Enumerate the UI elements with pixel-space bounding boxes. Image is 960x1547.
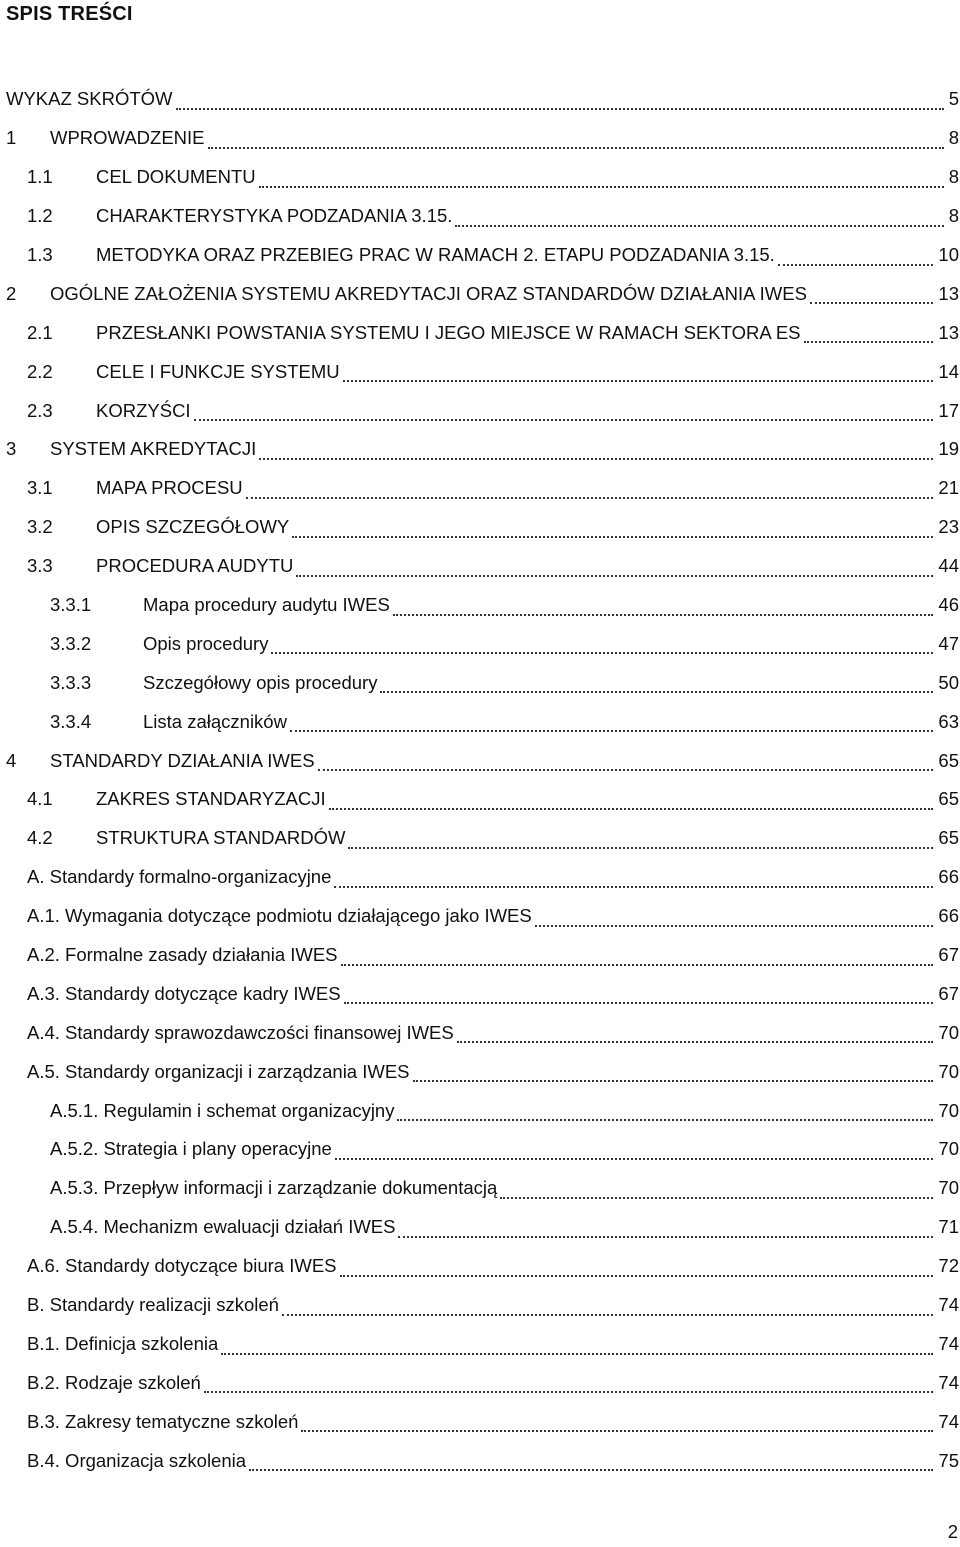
toc-entry-number: 3 [6, 438, 17, 460]
dot-leader [457, 1041, 933, 1043]
dot-leader [194, 419, 933, 421]
toc-entry-label: B.2. Rodzaje szkoleń [27, 1371, 201, 1393]
dot-leader [221, 1353, 933, 1355]
dot-leader [176, 108, 944, 110]
toc-entry[interactable] [0, 236, 960, 275]
toc-entry-page: 65 [938, 749, 959, 771]
toc-entry-label: B.3. Zakresy tematyczne szkoleń [27, 1410, 299, 1432]
toc-entry-number: 3.3.1 [50, 594, 92, 616]
toc-entry-page: 70 [938, 1138, 959, 1160]
toc-entry-page: 66 [938, 866, 959, 888]
table-of-contents [0, 80, 960, 1480]
toc-entry[interactable] [0, 1208, 960, 1247]
toc-entry-label: A.5. Standardy organizacji i zarządzania IWES [27, 1060, 410, 1082]
dot-leader [397, 1119, 933, 1121]
toc-entry[interactable] [0, 819, 960, 858]
toc-entry-page: 65 [938, 788, 959, 810]
toc-entry-number: 2.3 [27, 399, 53, 421]
toc-entry-page: 10 [938, 244, 959, 265]
toc-entry-number: 4 [6, 749, 17, 771]
toc-entry-label: WPROWADZENIE [50, 127, 205, 149]
toc-entry-label: SYSTEM AKREDYTACJI [50, 438, 257, 460]
toc-entry[interactable] [0, 158, 960, 197]
toc-entry-page: 70 [938, 1060, 959, 1082]
dot-leader [259, 458, 933, 460]
toc-entry[interactable] [0, 313, 960, 352]
toc-entry-page: 63 [938, 710, 959, 732]
toc-entry[interactable] [0, 1169, 960, 1208]
toc-entry-label: CEL DOKUMENTU [96, 166, 256, 188]
toc-entry[interactable] [0, 702, 960, 741]
toc-entry-label: OPIS SZCZEGÓŁOWY [96, 516, 290, 538]
toc-entry-label: B.1. Definicja szkolenia [27, 1332, 219, 1354]
toc-entry[interactable] [0, 1130, 960, 1169]
toc-entry-label: A.5.2. Strategia i plany operacyjne [50, 1138, 332, 1160]
toc-entry[interactable] [0, 547, 960, 586]
toc-entry-label: STRUKTURA STANDARDÓW [96, 827, 346, 849]
toc-entry-page: 47 [938, 632, 959, 654]
toc-entry-number: 4.1 [27, 788, 53, 810]
toc-entry-page: 70 [938, 1099, 959, 1121]
dot-leader [204, 1391, 933, 1393]
dot-leader [810, 302, 933, 304]
toc-entry-page: 19 [938, 438, 959, 460]
toc-entry[interactable] [0, 469, 960, 508]
toc-entry[interactable] [0, 858, 960, 897]
page-number: 2 [947, 1521, 958, 1542]
dot-leader [249, 1469, 933, 1471]
toc-entry-label: STANDARDY DZIAŁANIA IWES [50, 749, 315, 771]
dot-leader [413, 1080, 933, 1082]
toc-entry[interactable] [0, 1325, 960, 1364]
dot-leader [393, 614, 933, 616]
toc-entry[interactable] [0, 663, 960, 702]
dot-leader [340, 1275, 933, 1277]
toc-entry-page: 44 [938, 555, 959, 577]
dot-leader [535, 925, 933, 927]
dot-leader [455, 225, 944, 227]
toc-entry-page: 21 [938, 477, 959, 499]
toc-entry-number: 3.1 [27, 477, 53, 499]
dot-leader [208, 147, 944, 149]
toc-entry-label: Szczegółowy opis procedury [143, 671, 378, 693]
toc-entry-page: 70 [938, 1177, 959, 1199]
toc-entry-number: 3.3.2 [50, 632, 92, 654]
toc-entry[interactable] [0, 741, 960, 780]
toc-entry-number: 3.3 [27, 555, 53, 577]
toc-entry-label: WYKAZ SKRÓTÓW [6, 88, 173, 110]
dot-leader [380, 691, 933, 693]
dot-leader [301, 1430, 933, 1432]
toc-entry-number: 3.3.4 [50, 710, 92, 732]
toc-entry-page: 46 [938, 594, 959, 616]
dot-leader [329, 808, 933, 810]
dot-leader [334, 886, 933, 888]
toc-entry[interactable] [0, 80, 960, 119]
toc-entry-number: 1.1 [27, 166, 53, 188]
toc-entry-number: 1 [6, 127, 17, 149]
dot-leader [246, 497, 933, 499]
dot-leader [292, 536, 933, 538]
toc-entry[interactable] [0, 1052, 960, 1091]
toc-entry-page: 14 [938, 360, 959, 382]
toc-entry-label: OGÓLNE ZAŁOŻENIA SYSTEMU AKREDYTACJI ORAZ STANDARDÓW DZIAŁANIA IWES [50, 282, 807, 304]
toc-entry-label: Mapa procedury audytu IWES [143, 594, 390, 616]
toc-entry-page: 74 [938, 1410, 959, 1432]
toc-entry[interactable] [0, 624, 960, 663]
toc-entry[interactable] [0, 1363, 960, 1402]
toc-entry-label: PROCEDURA AUDYTU [96, 555, 294, 577]
toc-entry-label: METODYKA ORAZ PRZEBIEG PRAC W RAMACH 2. ETAPU PODZADANIA 3.15. [96, 244, 775, 265]
toc-entry-page: 50 [938, 671, 959, 693]
dot-leader [804, 341, 933, 343]
toc-entry-page: 13 [938, 282, 959, 304]
dot-leader [271, 652, 933, 654]
toc-entry-label: MAPA PROCESU [96, 477, 243, 499]
dot-leader [343, 380, 933, 382]
toc-entry-label: A.4. Standardy sprawozdawczości finansowej IWES [27, 1021, 454, 1043]
toc-entry-page: 66 [938, 905, 959, 927]
toc-entry-page: 74 [938, 1371, 959, 1393]
dot-leader [290, 730, 933, 732]
toc-entry-page: 23 [938, 516, 959, 538]
toc-entry[interactable] [0, 1402, 960, 1441]
toc-entry-label: A.5.1. Regulamin i schemat organizacyjny [50, 1099, 395, 1121]
toc-entry-label: A.5.4. Mechanizm ewaluacji działań IWES [50, 1216, 396, 1238]
dot-leader [296, 575, 933, 577]
dot-leader [500, 1197, 933, 1199]
toc-entry-page: 8 [948, 166, 959, 188]
dot-leader [778, 264, 933, 266]
dot-leader [335, 1158, 933, 1160]
toc-entry[interactable] [0, 586, 960, 625]
toc-entry-number: 1.3 [27, 244, 53, 265]
toc-entry-label: CHARAKTERYSTYKA PODZADANIA 3.15. [96, 205, 453, 227]
toc-entry[interactable] [0, 1286, 960, 1325]
toc-title: SPIS TREŚCI [6, 3, 133, 25]
toc-entry-label: A.1. Wymagania dotyczące podmiotu działającego jako IWES [27, 905, 532, 927]
toc-entry-page: 71 [938, 1216, 959, 1238]
toc-entry[interactable] [0, 197, 960, 236]
dot-leader [398, 1236, 933, 1238]
toc-entry[interactable] [0, 274, 960, 313]
toc-entry-number: 1.2 [27, 205, 53, 227]
toc-entry-page: 74 [938, 1332, 959, 1354]
toc-entry-label: A.5.3. Przepływ informacji i zarządzanie dokumentacją [50, 1177, 498, 1199]
dot-leader [348, 847, 933, 849]
toc-entry-number: 2 [6, 282, 17, 304]
toc-entry[interactable] [0, 780, 960, 819]
toc-entry-label: B. Standardy realizacji szkoleń [27, 1294, 279, 1316]
toc-entry[interactable] [0, 1091, 960, 1130]
toc-entry-label: A.6. Standardy dotyczące biura IWES [27, 1255, 337, 1277]
toc-entry-page: 75 [938, 1449, 959, 1471]
toc-entry-number: 2.2 [27, 360, 53, 382]
toc-entry-number: 3.2 [27, 516, 53, 538]
toc-entry-page: 17 [938, 399, 959, 421]
dot-leader [259, 186, 944, 188]
toc-entry-label: A. Standardy formalno-organizacyjne [27, 866, 332, 888]
toc-entry-page: 70 [938, 1021, 959, 1043]
toc-entry-page: 13 [938, 321, 959, 343]
toc-entry-label: Opis procedury [143, 632, 269, 654]
toc-entry[interactable] [0, 119, 960, 158]
toc-entry-page: 8 [948, 205, 959, 227]
toc-entry-label: B.4. Organizacja szkolenia [27, 1449, 247, 1471]
toc-entry-page: 67 [938, 982, 959, 1004]
toc-entry-page: 74 [938, 1294, 959, 1316]
toc-entry-page: 72 [938, 1255, 959, 1277]
toc-entry[interactable] [0, 1247, 960, 1286]
toc-entry-number: 4.2 [27, 827, 53, 849]
toc-entry[interactable] [0, 508, 960, 547]
toc-entry[interactable] [0, 936, 960, 975]
toc-entry-page: 8 [948, 127, 959, 149]
dot-leader [344, 1002, 933, 1004]
toc-entry[interactable] [0, 1013, 960, 1052]
toc-entry[interactable] [0, 897, 960, 936]
toc-entry[interactable] [0, 974, 960, 1013]
toc-entry-number: 3.3.3 [50, 671, 92, 693]
toc-entry-label: ZAKRES STANDARYZACJI [96, 788, 326, 810]
toc-entry-label: A.2. Formalne zasady działania IWES [27, 944, 338, 966]
toc-entry-label: Lista załączników [143, 710, 287, 732]
toc-entry-label: A.3. Standardy dotyczące kadry IWES [27, 982, 341, 1004]
toc-entry-label: CELE I FUNKCJE SYSTEMU [96, 360, 340, 382]
toc-entry-label: KORZYŚCI [96, 399, 191, 421]
toc-entry[interactable] [0, 1441, 960, 1480]
toc-entry-number: 2.1 [27, 321, 53, 343]
toc-entry-page: 5 [948, 88, 959, 110]
toc-entry[interactable] [0, 352, 960, 391]
toc-entry[interactable] [0, 430, 960, 469]
toc-entry-page: 67 [938, 944, 959, 966]
toc-entry-label: PRZESŁANKI POWSTANIA SYSTEMU I JEGO MIEJSCE W RAMACH SEKTORA ES [96, 321, 801, 343]
toc-entry[interactable] [0, 391, 960, 430]
dot-leader [341, 964, 933, 966]
dot-leader [318, 769, 933, 771]
dot-leader [282, 1314, 933, 1316]
toc-entry-page: 65 [938, 827, 959, 849]
